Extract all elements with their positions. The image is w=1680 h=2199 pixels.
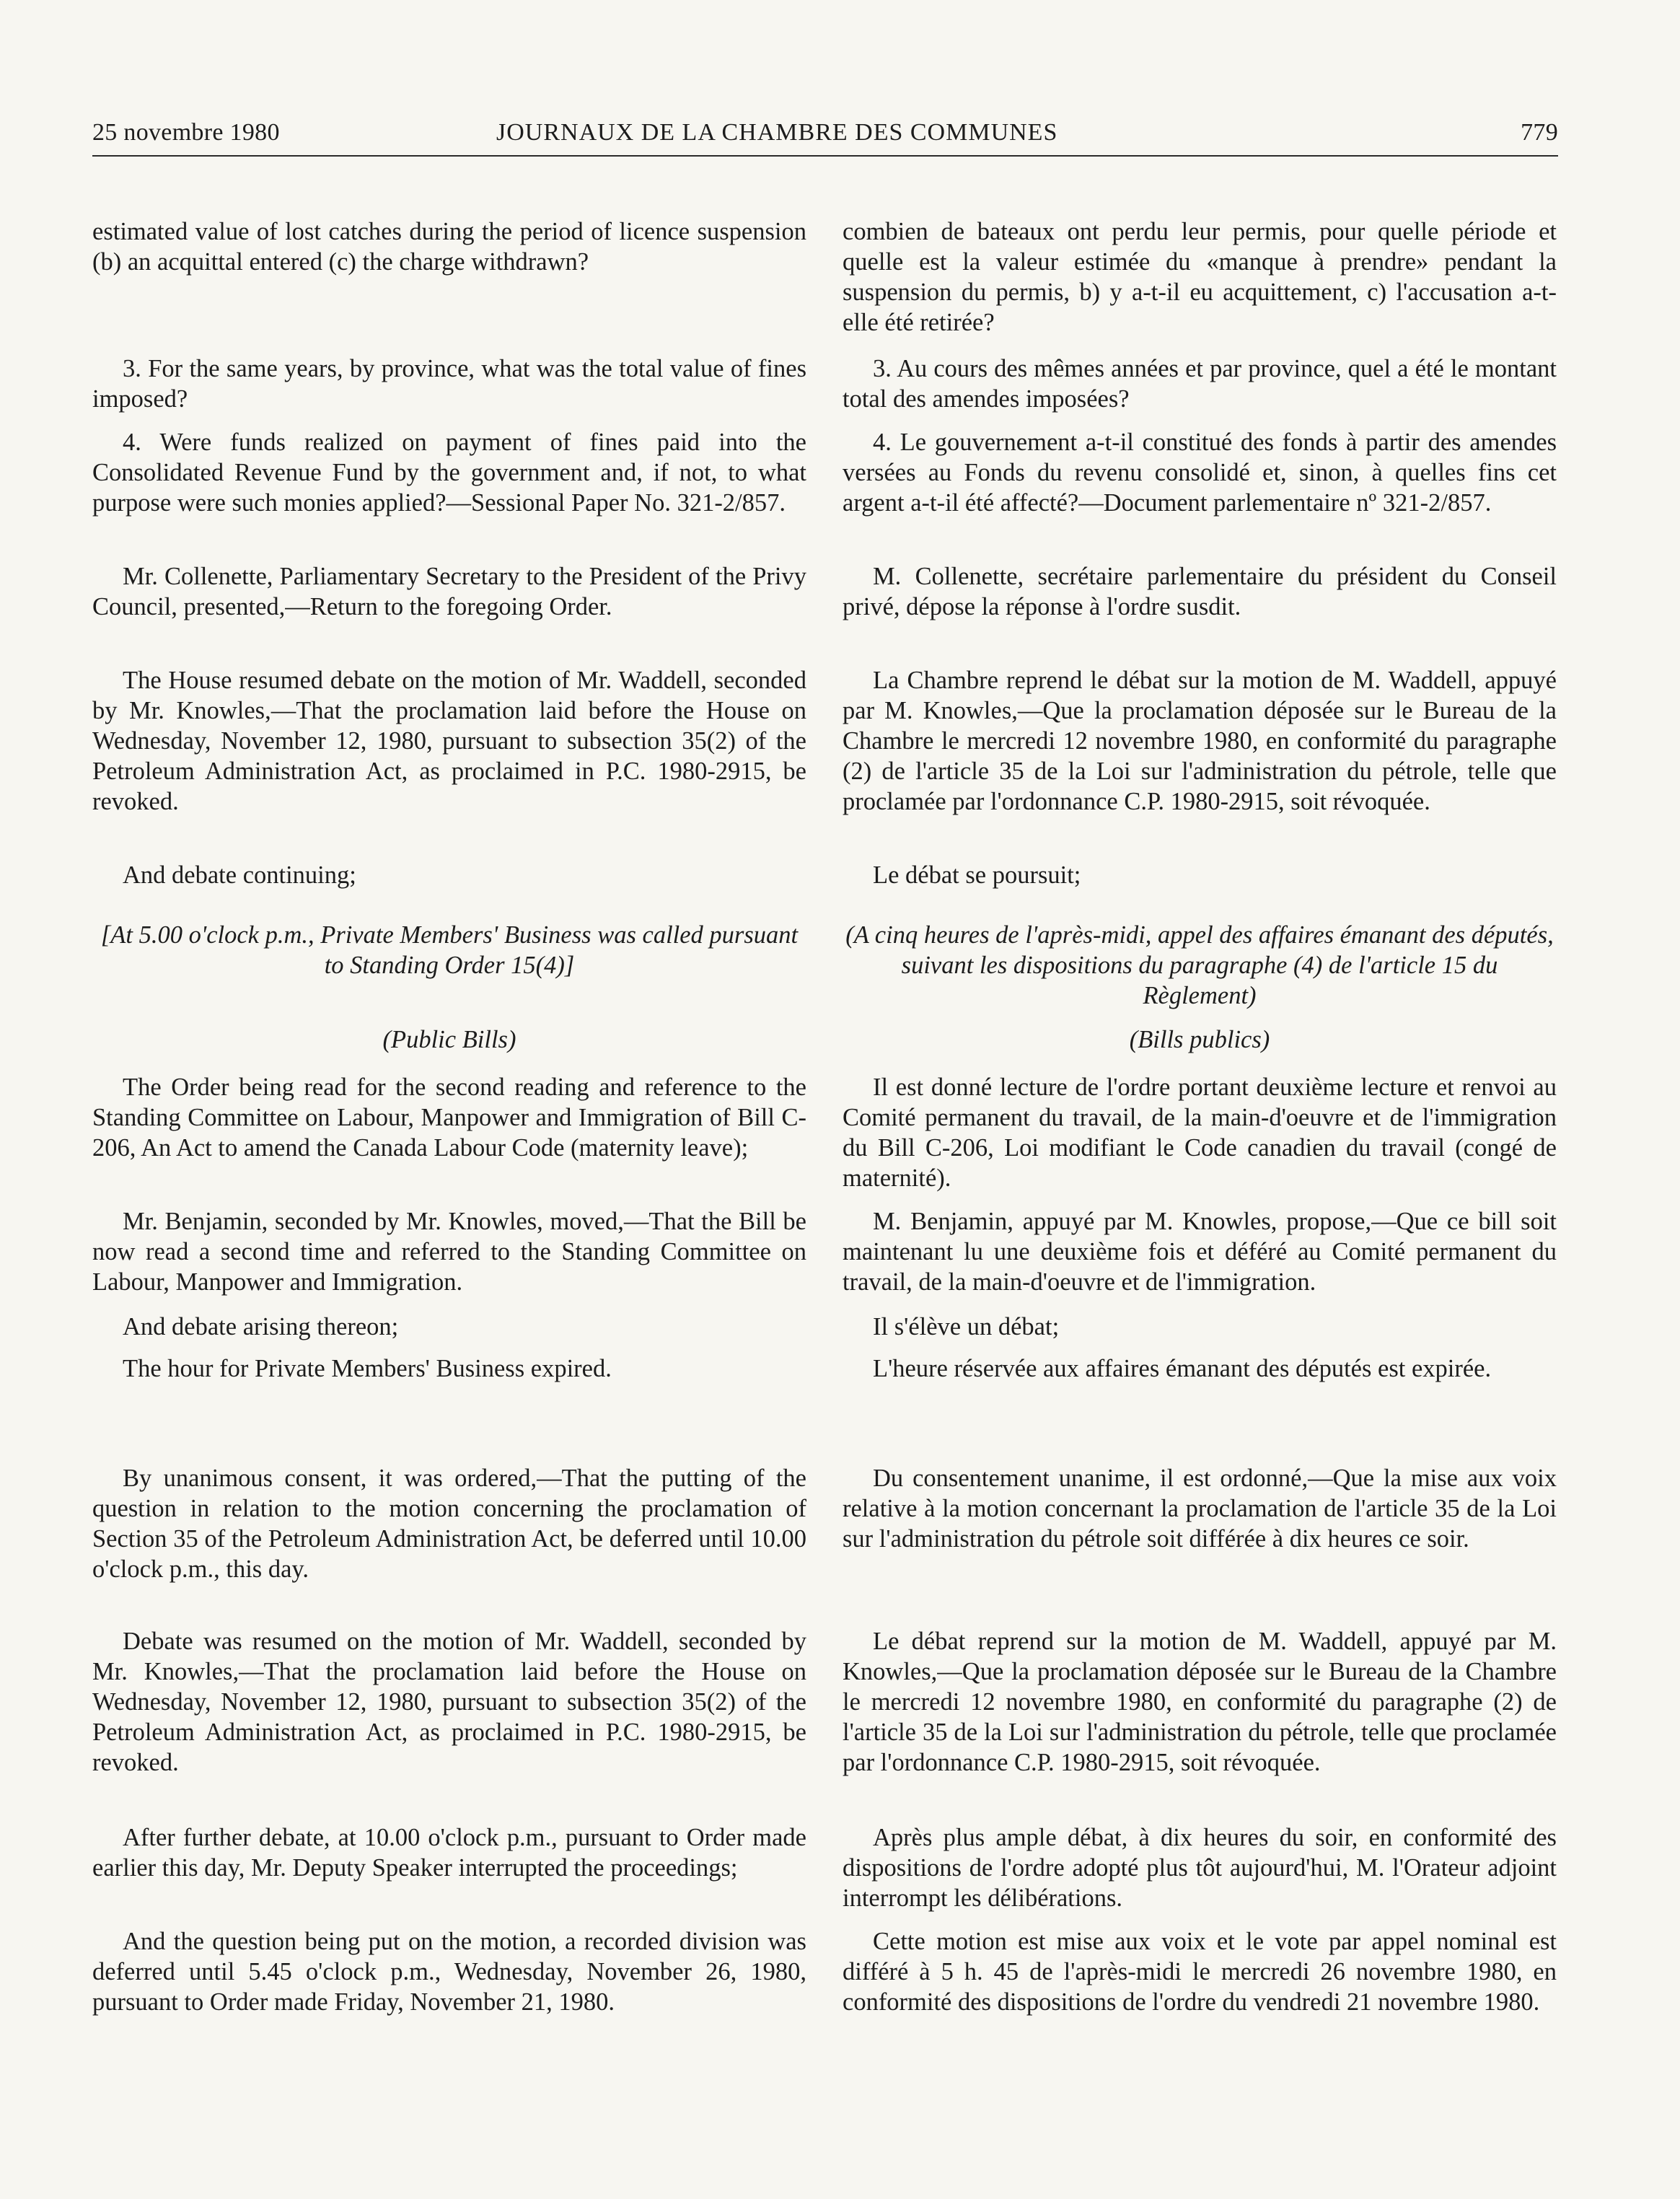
en-heading-private-members: [At 5.00 o'clock p.m., Private Members' Business was called pursuant to Standing Order 15(4)]	[100, 921, 799, 979]
en-heading-public-bills: (Public Bills)	[382, 1026, 516, 1053]
fr-paragraph-1: combien de bateaux ont perdu leur permis, pour quelle période et quelle est la valeur estimée du «manque à prendre» pendant la suspension du permis, b) y a-t-il eu acquittement, c) l'accusation a-t-elle été retirée?	[843, 218, 1557, 336]
en-paragraph-5: The House resumed debate on the motion of Mr. Waddell, seconded by Mr. Knowles,—That the proclamation laid before the House on Wednesday, November 12, 1980, pursuant to subsection 35(2) of the Petroleum Administration Act, as proclaimed in P.C. 1980-2915, be revoked.	[92, 667, 806, 815]
fr-paragraph-3: 4. Le gouvernement a-t-il constitué des fonds à partir des amendes versées au Fonds du revenu consolidé et, sinon, à quelles fins cet argent a-t-il été affecté?—Document parlementaire nº 321-2/857.	[843, 429, 1557, 517]
fr-paragraph-12: L'heure réservée aux affaires émanant des députés est expirée.	[873, 1355, 1492, 1382]
page-number: 779	[1521, 119, 1558, 146]
header-date: 25 novembre 1980	[92, 119, 280, 146]
en-paragraph-16: And the question being put on the motion, a recorded division was deferred until 5.45 o'clock p.m., Wednesday, November 26, 1980, pursuant to Order made Friday, November 21, 1980.	[92, 1928, 806, 2016]
en-paragraph-1: estimated value of lost catches during the period of licence suspension (b) an acquittal entered (c) the charge withdrawn?	[92, 218, 806, 276]
en-paragraph-2: 3. For the same years, by province, what was the total value of fines imposed?	[92, 355, 806, 413]
en-paragraph-11: And debate arising thereon;	[123, 1313, 399, 1340]
fr-paragraph-2: 3. Au cours des mêmes années et par province, quel a été le montant total des amendes imposées?	[843, 355, 1557, 413]
fr-paragraph-16: Cette motion est mise aux voix et le vote par appel nominal est différé à 5 h. 45 de l'après-midi le mercredi 26 novembre 1980, en conformité des dispositions de l'ordre du vendredi 21 novembre 1980.	[843, 1928, 1557, 2016]
fr-paragraph-10: M. Benjamin, appuyé par M. Knowles, propose,—Que ce bill soit maintenant lu une deuxième fois et déféré au Comité permanent du travail, de la main-d'oeuvre et de l'immigration.	[843, 1208, 1557, 1296]
fr-paragraph-9: Il est donné lecture de l'ordre portant deuxième lecture et renvoi au Comité permanent du travail, de la main-d'oeuvre et de l'immigration du Bill C-206, Loi modifiant le Code canadien du travail (congé de maternité).	[843, 1074, 1557, 1192]
en-paragraph-13: By unanimous consent, it was ordered,—That the putting of the question in relation to the motion concerning the proclamation of Section 35 of the Petroleum Administration Act, be deferred until 10.00 o'clock p.m., this day.	[92, 1465, 806, 1583]
journal-title: JOURNAUX DE LA CHAMBRE DES COMMUNES	[496, 119, 1058, 146]
fr-paragraph-14: Le débat reprend sur la motion de M. Waddell, appuyé par M. Knowles,—Que la proclamation déposée sur le Bureau de la Chambre le mercredi 12 novembre 1980, en conformité du paragraphe (2) de l'article 35 de la Loi sur l'administration du pétrole, telle que proclamée par l'ordonnance C.P. 1980-2915, soit révoquée.	[843, 1628, 1557, 1776]
en-paragraph-15: After further debate, at 10.00 o'clock p.m., pursuant to Order made earlier this day, Mr. Deputy Speaker interrupted the proceedings;	[92, 1824, 806, 1882]
fr-heading-affaires-deputes: (A cinq heures de l'après-midi, appel des affaires émanant des députés, suivant les dispositions du paragraphe (4) de l'article 15 du Règlement)	[845, 921, 1554, 1009]
en-paragraph-9: The Order being read for the second reading and reference to the Standing Committee on Labour, Manpower and Immigration of Bill C-206, An Act to amend the Canada Labour Code (maternity leave);	[92, 1074, 806, 1162]
fr-paragraph-13: Du consentement unanime, il est ordonné,—Que la mise aux voix relative à la motion concernant la proclamation de l'article 35 de la Loi sur l'administration du pétrole soit différée à dix heures ce soir.	[843, 1465, 1557, 1553]
fr-paragraph-5: La Chambre reprend le débat sur la motion de M. Waddell, appuyé par M. Knowles,—Que la proclamation déposée sur le Bureau de la Chambre le mercredi 12 novembre 1980, en conformité du paragraphe (2) de l'article 35 de la Loi sur l'administration du pétrole, telle que proclamée par l'ordonnance C.P. 1980-2915, soit révoquée.	[843, 667, 1557, 815]
en-paragraph-6: And debate continuing;	[123, 861, 356, 889]
en-paragraph-4: Mr. Collenette, Parliamentary Secretary to the President of the Privy Council, presented,—Return to the foregoing Order.	[92, 563, 806, 620]
fr-paragraph-15: Après plus ample débat, à dix heures du soir, en conformité des dispositions de l'ordre adopté plus tôt aujourd'hui, M. l'Orateur adjoint interrompt les délibérations.	[843, 1824, 1557, 1912]
en-paragraph-12: The hour for Private Members' Business expired.	[123, 1355, 612, 1382]
fr-heading-bills-publics: (Bills publics)	[1129, 1026, 1270, 1053]
running-head	[92, 119, 1558, 155]
header-rule	[92, 155, 1558, 157]
en-paragraph-10: Mr. Benjamin, seconded by Mr. Knowles, moved,—That the Bill be now read a second time and referred to the Standing Committee on Labour, Manpower and Immigration.	[92, 1208, 806, 1296]
fr-paragraph-11: Il s'élève un débat;	[873, 1313, 1060, 1340]
fr-paragraph-6: Le débat se poursuit;	[873, 861, 1081, 889]
en-paragraph-3: 4. Were funds realized on payment of fines paid into the Consolidated Revenue Fund by the government and, if not, to what purpose were such monies applied?—Sessional Paper No. 321-2/857.	[92, 429, 806, 517]
en-paragraph-14: Debate was resumed on the motion of Mr. Waddell, seconded by Mr. Knowles,—That the proclamation laid before the House on Wednesday, November 12, 1980, pursuant to subsection 35(2) of the Petroleum Administration Act, as proclaimed in P.C. 1980-2915, be revoked.	[92, 1628, 806, 1776]
fr-paragraph-4: M. Collenette, secrétaire parlementaire du président du Conseil privé, dépose la réponse à l'ordre susdit.	[843, 563, 1557, 620]
